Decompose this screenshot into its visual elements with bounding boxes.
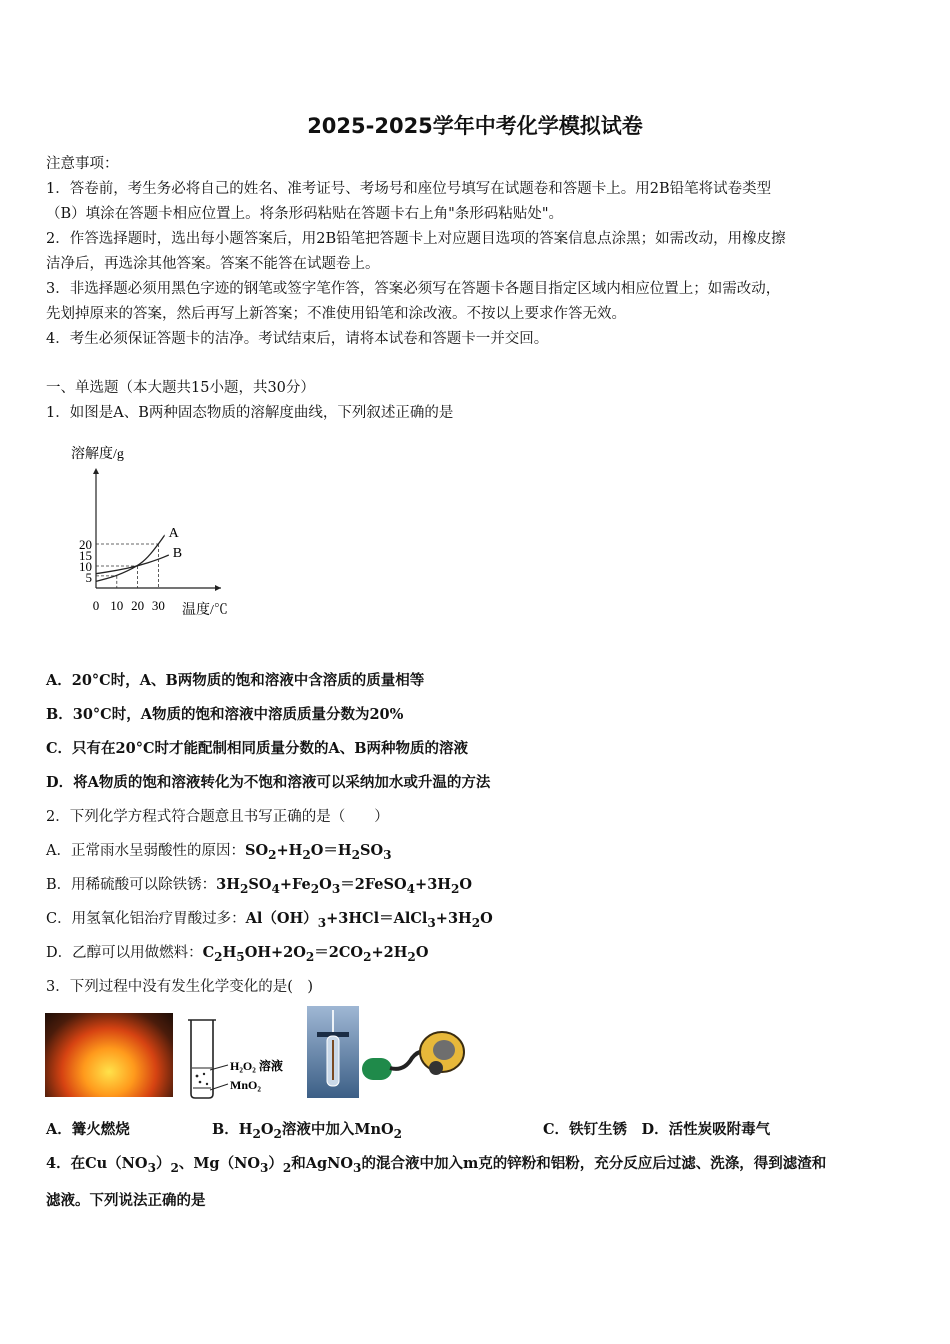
tube-label-mno2: MnO₂ — [230, 1078, 261, 1092]
option-prefix: B．用稀硫酸可以除铁锈： — [46, 877, 217, 893]
question-3-stem: 3．下列过程中没有发生化学变化的是( ) — [46, 979, 314, 995]
x-axis-arrow — [215, 585, 221, 591]
y-tick-label: 10 — [79, 559, 92, 574]
x-axis-label: 温度/℃ — [182, 603, 228, 618]
chemical-equation: $C_2H_5OH+2O_2=2CO_2+2H_2O$ — [202, 944, 429, 964]
question-1-option-b: B．30°C时，A物质的饱和溶液中溶质质量分数为20% — [46, 706, 404, 723]
question-3-option-cd: C．铁钉生锈 D．活性炭吸附毒气 — [543, 1121, 771, 1138]
y-axis-label: 溶解度/g — [71, 447, 124, 462]
y-tick-label: 15 — [79, 548, 92, 563]
question-1-option-d: D．将A物质的饱和溶液转化为不饱和溶液可以采纳加水或升温的方法 — [46, 774, 491, 791]
notice-line: 先划掉原来的答案，然后再写上新答案；不准使用铅笔和涂改液。不按以上要求作答无效。 — [46, 306, 626, 322]
solubility-chart — [62, 440, 247, 630]
x-tick-label: 20 — [131, 598, 145, 613]
question-2-option-a — [46, 839, 392, 862]
test-tube-diagram — [186, 1018, 298, 1100]
question-1-stem: 1．如图是A、B两种固态物质的溶解度曲线，下列叙述正确的是 — [46, 405, 454, 421]
section-heading: 一、单选题（本大题共15小题，共30分） — [46, 380, 315, 396]
notice-heading: 注意事项： — [46, 156, 119, 172]
notice-line: 1．答卷前，考生务必将自己的姓名、准考证号、考场号和座位号填写在试题卷和答题卡上。用2B铅笔将试卷类型 — [46, 181, 772, 197]
nail-apparatus-icon — [307, 1006, 359, 1098]
question-3-option-b: B．$H_2O_2$溶液中加入MnO$_2$ — [212, 1121, 403, 1141]
series-label-B: B — [172, 546, 183, 561]
question-2-option-b — [46, 873, 472, 896]
y-tick-label: 5 — [85, 570, 92, 585]
option-prefix: D．乙醇可以用做燃料： — [46, 945, 203, 961]
question-2-option-c — [46, 907, 493, 930]
notice-line: （B）填涂在答题卡相应位置上。将条形码粘贴在答题卡右上角"条形码粘贴处"。 — [46, 206, 563, 222]
chemical-equation: $3H_2SO_4+Fe_2O_3=2FeSO_4+3H_2O$ — [216, 876, 473, 896]
option-prefix: C．用氢氧化铝治疗胃酸过多： — [46, 911, 246, 927]
chemical-equation: $SO_2+H_2O=H_2SO_3$ — [244, 842, 392, 862]
option-prefix: A．正常雨水呈弱酸性的原因： — [46, 843, 245, 859]
question-3-option-a: A．篝火燃烧 — [46, 1121, 130, 1138]
series-label-A: A — [168, 526, 179, 542]
question-1-option-c: C．只有在20°C时才能配制相同质量分数的A、B两种物质的溶液 — [46, 740, 469, 757]
x-tick-label: 30 — [151, 598, 165, 613]
y-axis-arrow — [93, 468, 99, 474]
y-tick-label: 20 — [79, 537, 92, 552]
series-line-A — [96, 535, 165, 581]
question-1-option-a: A．20°C时，A、B两物质的饱和溶液中含溶质的质量相等 — [46, 672, 425, 689]
notice-line: 4．考生必须保证答题卡的洁净。考试结束后，请将本试卷和答题卡一并交回。 — [46, 331, 549, 347]
page-title: 2025-2025学年中考化学模拟试卷 — [307, 114, 643, 138]
notice-line: 洁净后，再选涂其他答案。答案不能答在试题卷上。 — [46, 256, 380, 272]
question-4-stem-cont: 滤液。下列说法正确的是 — [46, 1192, 206, 1209]
series-line-B — [96, 555, 169, 574]
x-tick-label: 10 — [110, 598, 124, 613]
question-2-stem: 2．下列化学方程式符合题意且书写正确的是（ ） — [46, 809, 389, 825]
question-4-stem: 4．在$Cu(NO_3)_2$、$Mg(NO_3)_2$和AgNO$_3$的混合液中加入m克的锌粉和铝粉，充分反应后过滤、洗涤，得到滤渣和 — [46, 1155, 827, 1175]
chemical-equation: $Al(OH)_3+3HCl=AlCl_3+3H_2O$ — [245, 910, 493, 930]
tube-label-h2o2: H₂O₂ 溶液 — [230, 1059, 283, 1073]
question-2-option-d — [46, 941, 428, 964]
notice-line: 2．作答选择题时，选出每小题答案后，用2B铅笔把答题卡上对应题目选项的答案信息点涂黑；如需改动，用橡皮擦 — [46, 231, 786, 247]
bonfire-image — [45, 1013, 173, 1097]
x-tick-label: 0 — [92, 598, 100, 613]
iron-nail-rust-image — [307, 1006, 359, 1098]
notice-line: 3．非选择题必须用黑色字迹的钢笔或签字笔作答，答案必须写在答题卡各题目指定区域内相应位置上；如需改动， — [46, 281, 781, 297]
gas-mask-image — [360, 1028, 470, 1090]
